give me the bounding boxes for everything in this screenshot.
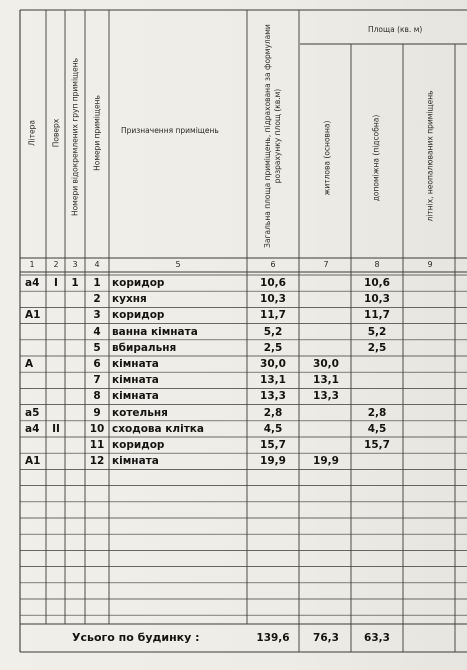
- totals-aux: 63,3: [364, 632, 390, 644]
- header-auxiliary: допоміжна (підсобна): [371, 114, 381, 202]
- row-aux: 2,8: [367, 406, 387, 419]
- row-total: 10,3: [260, 293, 286, 306]
- row-total: 13,3: [260, 390, 286, 403]
- row-aux: 15,7: [364, 439, 390, 451]
- colnum-1: 1: [29, 260, 35, 269]
- colnum-8: 8: [374, 260, 380, 269]
- row-floor: I: [54, 277, 58, 289]
- row-aux: 4,5: [367, 422, 387, 435]
- totals-living: 76,3: [313, 632, 339, 644]
- header-floor: Поверх: [51, 118, 61, 148]
- row-num: 8: [93, 390, 101, 403]
- row-aux: 10,6: [364, 277, 390, 289]
- row-aux: 2,5: [367, 341, 387, 354]
- row-num: 2: [93, 293, 101, 306]
- row-aux: 11,7: [364, 309, 390, 322]
- row-num: 9: [93, 406, 101, 419]
- row-name: кімната: [112, 374, 159, 387]
- row-total: 10,6: [260, 277, 286, 289]
- row-num: 5: [93, 341, 101, 354]
- row-total: 19,9: [260, 455, 286, 468]
- totals-label: Усього по будинку :: [72, 631, 200, 644]
- header-total-area-text: Загальна площа приміщень, підрахована за формулами розрахунку площ (кв.м): [263, 24, 282, 248]
- row-num: 1: [93, 277, 101, 289]
- row-total: 4,5: [263, 422, 283, 435]
- row-floor: II: [52, 422, 60, 435]
- row-liter: А1: [25, 455, 41, 468]
- row-aux: 5,2: [367, 325, 387, 338]
- header-living: житлова (основна): [322, 120, 332, 196]
- header-purpose: Призначення приміщень: [121, 126, 219, 135]
- row-name: коридор: [112, 439, 165, 451]
- row-num: 3: [93, 309, 101, 322]
- row-living: 13,3: [313, 390, 339, 403]
- row-total: 30,0: [260, 358, 286, 370]
- row-liter: А1: [25, 309, 41, 322]
- header-total-area: [263, 16, 283, 256]
- row-total: 11,7: [260, 309, 286, 322]
- header-group-numbers: Номери відокремлених груп приміщень: [70, 57, 80, 217]
- row-liter: А: [25, 358, 34, 370]
- header-area-group: Площа (кв. м): [368, 25, 423, 34]
- row-total: 5,2: [263, 325, 283, 338]
- colnum-5: 5: [175, 260, 181, 269]
- row-name: кімната: [112, 390, 159, 403]
- header-room-numbers: Номери приміщень: [92, 95, 102, 171]
- row-name: коридор: [112, 277, 165, 289]
- row-aux: 10,3: [364, 293, 390, 306]
- row-num: 12: [89, 455, 105, 468]
- colnum-2: 2: [53, 260, 59, 269]
- row-liter: а4: [25, 422, 40, 435]
- colnum-7: 7: [323, 260, 329, 269]
- colnum-3: 3: [72, 260, 78, 269]
- row-name: кімната: [112, 455, 159, 468]
- row-name: ванна кімната: [112, 325, 198, 338]
- row-total: 2,5: [263, 341, 283, 354]
- row-name: кухня: [112, 293, 147, 306]
- row-num: 10: [89, 422, 105, 435]
- header-summer: літніх, неопалюваних приміщень: [425, 90, 435, 222]
- row-name: коридор: [112, 309, 165, 322]
- row-num: 7: [93, 374, 101, 387]
- row-total: 2,8: [263, 406, 283, 419]
- row-group: 1: [71, 277, 79, 289]
- row-num: 4: [93, 325, 101, 338]
- colnum-6: 6: [270, 260, 276, 269]
- row-name: сходова клітка: [112, 422, 205, 435]
- row-total: 15,7: [260, 439, 286, 451]
- row-liter: а4: [25, 277, 40, 289]
- row-num: 11: [89, 439, 105, 451]
- row-living: 13,1: [313, 374, 339, 387]
- row-total: 13,1: [260, 374, 286, 387]
- row-living: 30,0: [313, 358, 339, 370]
- header-liter: Літера: [27, 119, 37, 147]
- row-liter: а5: [25, 406, 40, 419]
- row-num: 6: [93, 358, 101, 370]
- colnum-9: 9: [427, 260, 433, 269]
- row-name: вбиральня: [112, 341, 177, 354]
- colnum-4: 4: [94, 260, 100, 269]
- row-living: 19,9: [313, 455, 339, 468]
- row-name: кімната: [112, 358, 159, 370]
- totals-total: 139,6: [256, 632, 290, 644]
- row-name: котельня: [112, 406, 168, 419]
